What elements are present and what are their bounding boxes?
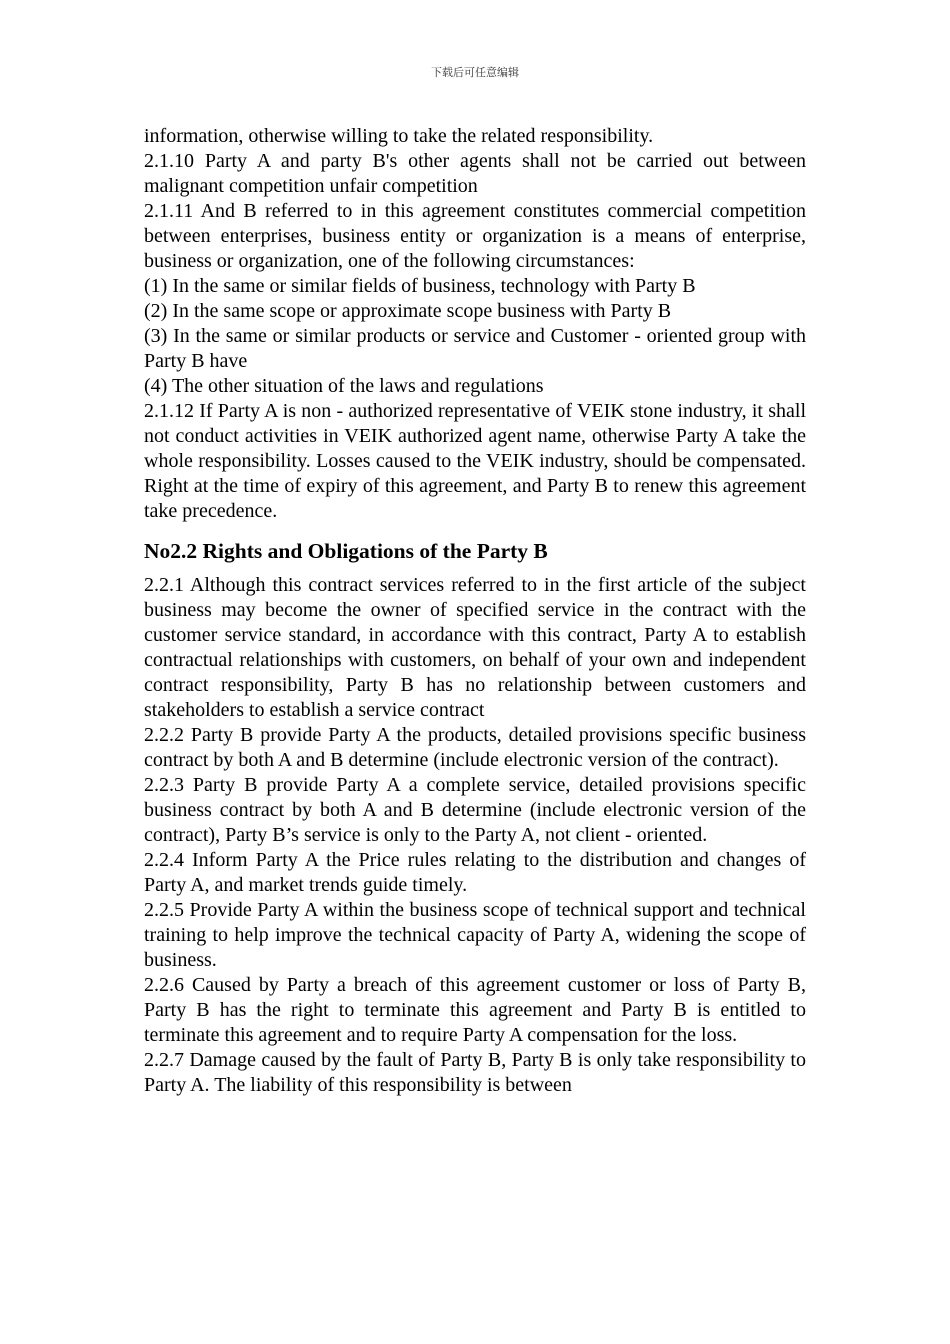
list-item-3: (3) In the same or similar products or service and Customer - oriented group with Party B have [144, 325, 806, 372]
list-item-1: (1) In the same or similar fields of business, technology with Party B [144, 275, 696, 297]
clause-2-2-2: 2.2.2 Party B provide Party A the products, detailed provisions specific business contract by both A and B determine (include electronic version of the contract). [144, 724, 806, 771]
paragraph-continuation: information, otherwise willing to take the related responsibility. [144, 125, 654, 147]
clause-2-2-4: 2.2.4 Inform Party A the Price rules relating to the distribution and changes of Party A, and market trends guide timely. [144, 849, 806, 896]
clause-2-1-12: 2.1.12 If Party A is non - authorized representative of VEIK stone industry, it shall not conduct activities in VEIK authorized agent name, otherwise Party A take the whole responsibility. Losses caused to the VEIK industry, should be compensated. Right at the time of expiry of this agreement, and Party B to renew this agreement take precedence. [144, 400, 806, 522]
clause-2-2-1: 2.2.1 Although this contract services referred to in the first article of the subject business may become the owner of specified service in the contract with the customer service standard, in accordance with this contract, Party A to establish contractual relationships with customers, on behalf of your own and independent contract responsibility, Party B has no relationship between customers and stakeholders to establish a service contract [144, 574, 806, 721]
clause-2-2-6: 2.2.6 Caused by Party a breach of this agreement customer or loss of Party B, Party B has the right to terminate this agreement and Party B is entitled to terminate this agreement and to require Party A compensation for the loss. [144, 974, 806, 1046]
list-item-2: (2) In the same scope or approximate scope business with Party B [144, 300, 672, 322]
clause-2-2-5: 2.2.5 Provide Party A within the business scope of technical support and technical training to help improve the technical capacity of Party A, widening the scope of business. [144, 899, 806, 971]
clause-2-1-11: 2.1.11 And B referred to in this agreement constitutes commercial competition between enterprises, business entity or organization is a means of enterprise, business or organization, one of the following circumstances: [144, 200, 806, 272]
list-item-4: (4) The other situation of the laws and regulations [144, 375, 544, 397]
section-heading: No2.2 Rights and Obligations of the Party B [144, 539, 548, 563]
clause-2-1-10: 2.1.10 Party A and party B's other agents shall not be carried out between malignant competition unfair competition [144, 150, 806, 197]
clause-2-2-3: 2.2.3 Party B provide Party A a complete service, detailed provisions specific business contract by both A and B determine (include electronic version of the contract), Party B’s service is only to the Party A, not client - oriented. [144, 774, 806, 846]
clause-2-2-7: 2.2.7 Damage caused by the fault of Party B, Party B is only take responsibility to Party A. The liability of this responsibility is between [144, 1049, 806, 1096]
document-body [144, 124, 806, 1098]
page-header: 下载后可任意编辑 [431, 66, 519, 79]
